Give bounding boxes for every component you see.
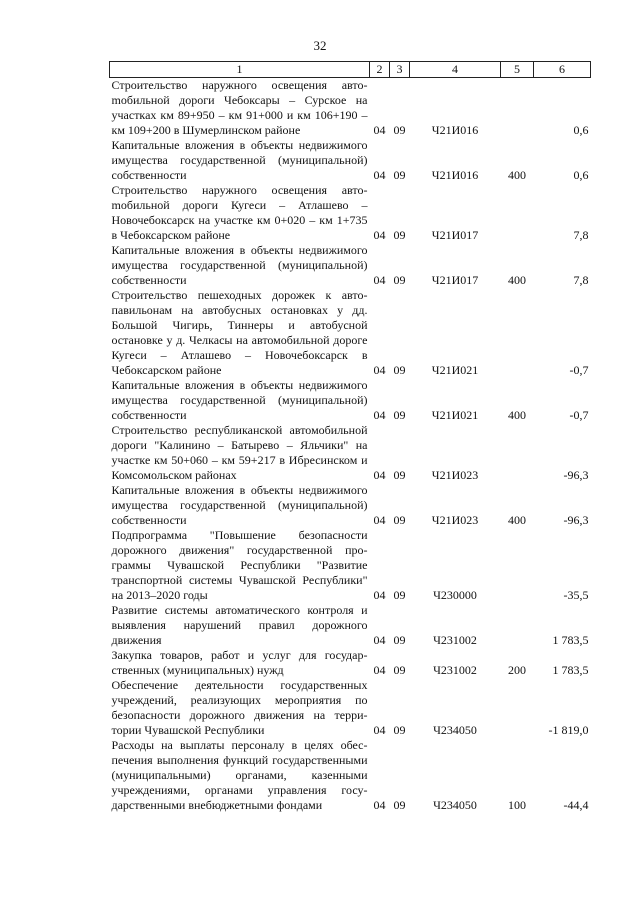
cell-sub: 09 (393, 468, 406, 482)
cell-name: Капитальные вложения в объекты недвижимого имущества государственной (муниципальной) собственности (111, 138, 368, 182)
cell-code: Ч21И021 (431, 408, 479, 422)
cell-amount: -35,5 (563, 588, 589, 602)
cell-amount: -96,3 (563, 513, 589, 527)
cell-amount: 0,6 (573, 168, 589, 182)
cell-sub: 09 (393, 513, 406, 527)
cell-sub: 09 (393, 663, 406, 677)
table-row (110, 78, 591, 139)
cell-vtype (501, 423, 534, 483)
table-row (110, 738, 591, 813)
cell-amount: 7,8 (573, 228, 589, 242)
cell-code: Ч21И023 (431, 513, 479, 527)
cell-sec: 04 (373, 513, 386, 527)
cell-code: Ч21И016 (431, 168, 479, 182)
table-row (110, 648, 591, 678)
cell-code: Ч21И023 (431, 468, 479, 482)
column-number-header (110, 62, 591, 78)
cell-name: Подпрограмма "Повышение безопасности дорожного движения" государственной программы Чувашской Республики "Развитие транспортной системы Чувашской Республики" на 2013–2020 годы (111, 528, 368, 602)
cell-name: Строительство республиканской автомобильной дороги "Калинино – Батырево – Яльчики" на участке км 50+060 – км 59+217 в Ибресинском и Комсомольском районах (111, 423, 368, 482)
cell-sec: 04 (373, 633, 386, 647)
column-header: 4 (410, 62, 501, 78)
cell-vtype: 200 (508, 663, 526, 677)
cell-name: Закупка товаров, работ и услуг для государственных (муниципальных) нужд (111, 648, 368, 677)
cell-vtype (501, 288, 534, 378)
cell-sec: 04 (373, 168, 386, 182)
cell-sub: 09 (393, 228, 406, 242)
cell-code: Ч231002 (433, 663, 477, 677)
cell-sub: 09 (393, 168, 406, 182)
cell-sub: 09 (393, 588, 406, 602)
cell-sec: 04 (373, 228, 386, 242)
cell-sec: 04 (373, 123, 386, 137)
table-row (110, 138, 591, 183)
cell-vtype: 400 (508, 273, 526, 287)
column-header: 5 (501, 62, 534, 78)
cell-amount: -0,7 (569, 408, 589, 422)
cell-sub: 09 (393, 363, 406, 377)
cell-vtype: 400 (508, 168, 526, 182)
table-row (110, 528, 591, 603)
table-row (110, 483, 591, 528)
cell-vtype (501, 528, 534, 603)
cell-code: Ч21И016 (431, 123, 479, 137)
cell-code: Ч234050 (433, 798, 477, 812)
cell-vtype (501, 78, 534, 139)
cell-sec: 04 (373, 588, 386, 602)
cell-vtype (501, 603, 534, 648)
cell-vtype (501, 678, 534, 738)
cell-amount: -0,7 (569, 363, 589, 377)
cell-amount: 1 783,5 (552, 663, 589, 677)
cell-sec: 04 (373, 273, 386, 287)
cell-name: Развитие системы автоматического контроля и выявления нарушений правил дорожного движения (111, 603, 368, 647)
cell-name: Капитальные вложения в объекты недвижимого имущества государственной (муниципальной) собственности (111, 483, 368, 527)
cell-amount: -44,4 (563, 798, 589, 812)
cell-code: Ч230000 (433, 588, 477, 602)
budget-table (109, 61, 591, 813)
cell-code: Ч21И017 (431, 273, 479, 287)
table-row (110, 288, 591, 378)
cell-amount: 1 783,5 (552, 633, 589, 647)
cell-sub: 09 (393, 633, 406, 647)
cell-vtype: 100 (508, 798, 526, 812)
cell-name: Капитальные вложения в объекты недвижимого имущества государственной (муниципальной) собственности (111, 378, 368, 422)
page-number: 32 (313, 38, 327, 53)
cell-sec: 04 (373, 723, 386, 737)
cell-vtype: 400 (508, 408, 526, 422)
column-header: 6 (534, 62, 591, 78)
cell-amount: 7,8 (573, 273, 589, 287)
cell-name: Строительство наружного освещения автоmобильной дороги Чебоксары – Сурское на участках км 89+950 – км 91+000 и км 106+190 – км 109+200 в Шумерлинском районе (111, 78, 368, 137)
cell-name: Расходы на выплаты персоналу в целях обеспечения выполнения функций государственными (муниципальными) органами, казенными учреждениями, органами управления государственными внебюджетными фондами (111, 738, 368, 812)
cell-amount: -96,3 (563, 468, 589, 482)
cell-name: Капитальные вложения в объекты недвижимого имущества государственной (муниципальной) собственности (111, 243, 368, 287)
cell-name: Строительство пешеходных дорожек к автопавильонам на автобусных остановках у дд. Большой Чигирь, Тиннеры и автобусной остановке у д. Челкасы на автомобильной дороге Кугеси – Атлашево – Новочебоксарск в Чебоксарском районе (111, 288, 368, 377)
cell-code: Ч21И017 (431, 228, 479, 242)
table-row (110, 243, 591, 288)
cell-sec: 04 (373, 798, 386, 812)
column-header: 2 (370, 62, 390, 78)
cell-sub: 09 (393, 123, 406, 137)
cell-vtype: 400 (508, 513, 526, 527)
column-header: 3 (390, 62, 410, 78)
column-header: 1 (110, 62, 370, 78)
cell-code: Ч21И021 (431, 363, 479, 377)
cell-amount: -1 819,0 (548, 723, 589, 737)
cell-sec: 04 (373, 468, 386, 482)
table-row (110, 183, 591, 243)
table-row (110, 603, 591, 648)
cell-sec: 04 (373, 663, 386, 677)
cell-code: Ч234050 (433, 723, 477, 737)
cell-sub: 09 (393, 798, 406, 812)
cell-code: Ч231002 (433, 633, 477, 647)
cell-sec: 04 (373, 408, 386, 422)
cell-name: Строительство наружного освещения автоmобильной дороги Кугеси – Атлашево – Новочебоксарск на участке км 0+020 – км 1+735 в Чебоксарском районе (111, 183, 368, 242)
cell-sub: 09 (393, 408, 406, 422)
cell-name: Обеспечение деятельности государственных учреждений, реализующих мероприятия по безопасности дорожного движения на территории Чувашской Республики (111, 678, 368, 737)
cell-amount: 0,6 (573, 123, 589, 137)
table-row (110, 423, 591, 483)
cell-sub: 09 (393, 723, 406, 737)
cell-sub: 09 (393, 273, 406, 287)
cell-sec: 04 (373, 363, 386, 377)
table-row (110, 378, 591, 423)
table-row (110, 678, 591, 738)
cell-vtype (501, 183, 534, 243)
